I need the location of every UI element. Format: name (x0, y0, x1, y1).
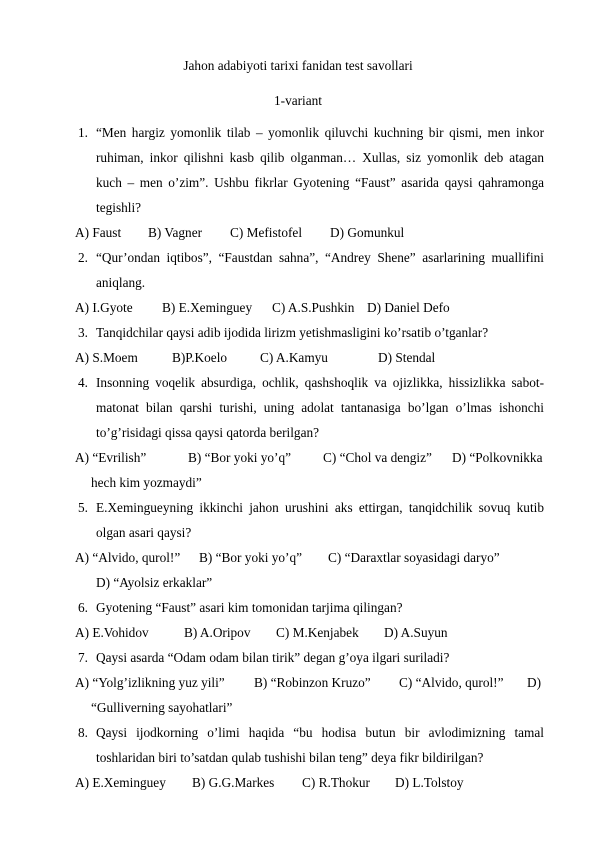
answer-option: D) “Polkovnikka (452, 450, 543, 465)
answer-option: C) M.Kenjabek (276, 625, 359, 640)
answer-option: “Gulliverning sayohatlari” (91, 700, 233, 715)
document-title: Jahon adabiyoti tarixi fanidan test savollari (183, 58, 413, 73)
question-text: Insonning voqelik absurdiga, ochlik, qashshoqlik va ojizlikka, hissizlikka sabot- (96, 375, 544, 390)
answer-option: D) A.Suyun (384, 625, 448, 640)
question-text: Tanqidchilar qaysi adib ijodida lirizm yetishmasligini ko’rsatib o’tganlar? (96, 325, 489, 340)
question-text: toshlaridan biri to’satdan qulab tushishi bilan teng” deya fikr bildirilgan? (96, 750, 484, 765)
answer-option: B) G.G.Markes (192, 775, 275, 790)
question-text: aniqlang. (96, 275, 146, 290)
answer-option: D) L.Tolstoy (395, 775, 464, 790)
question-text: “Qur’ondan iqtibos”, “Faustdan sahna”, “Andrey Shene” asarlarining muallifini (96, 250, 544, 265)
answer-option: D) (527, 675, 542, 690)
question-number: 4. (78, 375, 88, 390)
answer-option: B) E.Xeminguey (162, 300, 253, 315)
answer-option: B) “Bor yoki yo’q” (188, 450, 292, 465)
question-number: 1. (78, 125, 88, 140)
answer-option: A) E.Xeminguey (75, 775, 166, 790)
answer-option: D) Gomunkul (330, 225, 405, 240)
question-number: 5. (78, 500, 88, 515)
question-text: Qaysi asarda “Odam odam bilan tirik” degan g’oya ilgari suriladi? (96, 650, 450, 665)
question-text: matonat bilan qarshi turishi, uning adolat tantanasiga bo’lgan o’lmas ishonchi (96, 400, 544, 415)
answer-option: A) “Alvido, qurol!” (75, 550, 181, 565)
answer-option: B) A.Oripov (184, 625, 251, 640)
answer-option: C) “Daraxtlar soyasidagi daryo” (328, 550, 500, 565)
answer-option: A) E.Vohidov (75, 625, 149, 640)
answer-option: C) “Chol va dengiz” (323, 450, 432, 465)
question-text: tegishli? (96, 200, 142, 215)
variant-label: 1-variant (274, 93, 322, 108)
question-text: ruhiman, inkor qilishni kasb qilib olganman… Xullas, siz yomonlik deb atagan (96, 150, 544, 165)
question-number: 6. (78, 600, 88, 615)
answer-option: D) Daniel Defo (367, 300, 450, 315)
answer-option: C) Mefistofel (230, 225, 303, 240)
question-text: to’g’risidagi qissa qaysi qatorda berilgan? (96, 425, 320, 440)
answer-option: A) “Evrilish” (75, 450, 147, 465)
answer-option: A) “Yolg’izlikning yuz yili” (75, 675, 225, 690)
question-number: 7. (78, 650, 88, 665)
answer-option: C) “Alvido, qurol!” (399, 675, 504, 690)
question-text: “Men hargiz yomonlik tilab – yomonlik qiluvchi kuchning bir qismi, men inkor (96, 125, 544, 140)
answer-option: A) I.Gyote (75, 300, 133, 315)
answer-option: B) “Robinzon Kruzo” (254, 675, 371, 690)
answer-option: A) S.Moem (75, 350, 138, 365)
answer-option: B) Vagner (148, 225, 203, 240)
question-number: 3. (78, 325, 88, 340)
question-text: Gyotening “Faust” asari kim tomonidan tarjima qilingan? (96, 600, 403, 615)
answer-option: C) A.Kamyu (260, 350, 328, 365)
answer-option: D) “Ayolsiz erkaklar” (96, 575, 213, 590)
answer-option: A) Faust (75, 225, 122, 240)
answer-option: B)P.Koelo (172, 350, 228, 365)
question-text: Qaysi ijodkorning o’limi haqida “bu hodisa butun bir avlodimizning tamal (96, 725, 544, 740)
answer-option: D) Stendal (378, 350, 436, 365)
answer-option: hech kim yozmaydi” (91, 475, 202, 490)
question-text: olgan asari qaysi? (96, 525, 192, 540)
question-number: 8. (78, 725, 88, 740)
question-number: 2. (78, 250, 88, 265)
question-text: E.Xemingueyning ikkinchi jahon urushini aks ettirgan, tanqidchilik sovuq kutib (96, 500, 544, 515)
answer-option: B) “Bor yoki yo’q” (199, 550, 303, 565)
answer-option: C) R.Thokur (302, 775, 370, 790)
answer-option: C) A.S.Pushkin (272, 300, 355, 315)
question-text: kuch – men o’zim”. Ushbu fikrlar Gyotening “Faust” asarida qaysi qahramonga (96, 175, 544, 190)
